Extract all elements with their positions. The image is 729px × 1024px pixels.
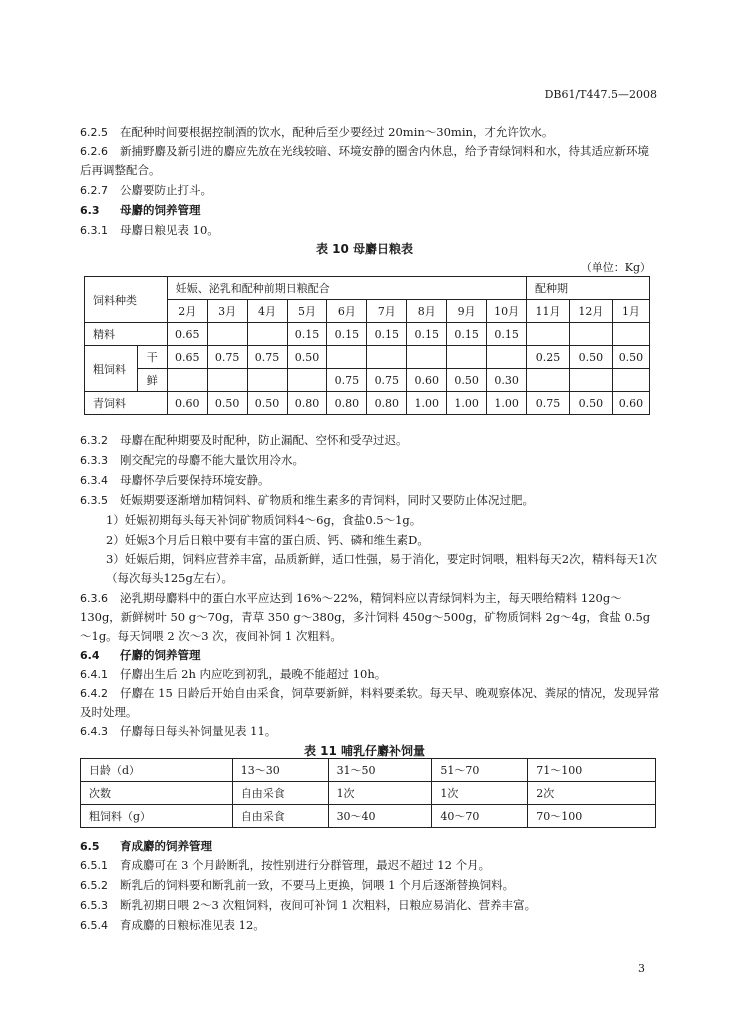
row-label-roughage: 粗饲料 bbox=[85, 346, 138, 392]
table-cell: 0.75 bbox=[367, 369, 407, 392]
standard-code-header: DB61/T447.5—2008 bbox=[544, 88, 657, 101]
month-header: 1月 bbox=[612, 300, 649, 323]
table-10-ration bbox=[84, 276, 650, 415]
clause-6-3-5-item-2: 2）妊娠3个月后日粮中要有丰富的蛋白质、钙、磷和维生素D。 bbox=[106, 533, 429, 547]
table-cell: 0.15 bbox=[327, 323, 367, 346]
table-cell: 次数 bbox=[81, 782, 233, 805]
month-header: 4月 bbox=[247, 300, 287, 323]
table-cell bbox=[287, 369, 327, 392]
table-cell: 粗饲料（g） bbox=[81, 805, 233, 828]
table-cell: 0.15 bbox=[487, 323, 527, 346]
table-cell: 0.75 bbox=[327, 369, 367, 392]
table-cell: 13～30 bbox=[232, 759, 328, 782]
table-cell bbox=[367, 346, 407, 369]
table-cell: 0.80 bbox=[287, 392, 327, 415]
clause-6-3-5: 6.3.5 妊娠期要逐渐增加精饲料、矿物质和维生素多的青饲料，同时又要防止体况过肥。 bbox=[80, 493, 534, 507]
table-cell bbox=[527, 369, 570, 392]
table-cell: 40～70 bbox=[432, 805, 528, 828]
month-header: 7月 bbox=[367, 300, 407, 323]
clause-6-3-6: 6.3.6 泌乳期母麝料中的蛋白水平应达到 16%～22%，精饲料应以青绿饲料为主，每天喂给精料 120g～130g，新鲜树叶 50 g～70g，青草 350 g～380g，多汁饲料 450g～500g，矿物质饲料 2g～4g，食盐 0.5g～1g。每天饲喂 2 次～3 次，夜间补饲 1 次粗料。 bbox=[80, 591, 651, 643]
table-cell: 30～40 bbox=[328, 805, 432, 828]
table-cell: 日龄（d） bbox=[81, 759, 233, 782]
table-cell: 0.75 bbox=[207, 346, 247, 369]
table-cell: 0.75 bbox=[527, 392, 570, 415]
clause-6-3-5-item-3: 3）妊娠后期，饲料应营养丰富，品质新鲜，适口性强，易于消化，要定时饲喂，粗料每天2次，精料每天1次（每次每头125g左右）。 bbox=[106, 552, 657, 585]
table-cell: 0.75 bbox=[247, 346, 287, 369]
table-cell: 0.15 bbox=[447, 323, 487, 346]
table-11-caption: 表 11 哺乳仔麝补饲量 bbox=[303, 744, 426, 758]
clause-6-2-6: 6.2.6 新捕野麝及新引进的麝应先放在光线较暗、环境安静的圈舍内休息，给予青绿饲料和水，待其适应新环境后再调整配合。 bbox=[80, 144, 649, 177]
clause-6-3-5-item-1: 1）妊娠初期每头每天补饲矿物质饲料4～6g，食盐0.5～1g。 bbox=[106, 513, 422, 527]
table-cell: 2次 bbox=[528, 782, 656, 805]
table-cell: 0.50 bbox=[569, 346, 612, 369]
table-10-header-group1: 妊娠、泌乳和配种前期日粮配合 bbox=[167, 277, 526, 300]
row-label-concentrate: 精料 bbox=[85, 323, 168, 346]
table-cell bbox=[612, 369, 649, 392]
table-cell: 31～50 bbox=[328, 759, 432, 782]
table-cell bbox=[447, 346, 487, 369]
table-cell: 0.60 bbox=[612, 392, 649, 415]
clause-6-4-2: 6.4.2 仔麝在 15 日龄后开始自由采食，饲草要新鲜，料料要柔软。每天早、晚观察体况、粪尿的情况，发现异常及时处理。 bbox=[80, 686, 660, 719]
table-cell: 1次 bbox=[432, 782, 528, 805]
table-cell bbox=[247, 369, 287, 392]
month-header: 9月 bbox=[447, 300, 487, 323]
clause-6-5-4: 6.5.4 育成麝的日粮标准见表 12。 bbox=[80, 918, 265, 932]
table-cell bbox=[569, 323, 612, 346]
table-10-header-feed: 饲料种类 bbox=[85, 277, 168, 323]
section-6-5-heading: 6.5 育成麝的饲养管理 bbox=[80, 839, 212, 853]
month-header: 12月 bbox=[569, 300, 612, 323]
table-cell bbox=[407, 346, 447, 369]
table-cell bbox=[612, 323, 649, 346]
row-label-fresh: 鲜 bbox=[137, 369, 167, 392]
month-header: 6月 bbox=[327, 300, 367, 323]
table-11-supplement bbox=[80, 758, 656, 828]
table-cell: 0.65 bbox=[167, 323, 207, 346]
table-cell: 自由采食 bbox=[232, 782, 328, 805]
clause-6-3-1: 6.3.1 母麝日粮见表 10。 bbox=[80, 223, 219, 237]
clause-6-3-2: 6.3.2 母麝在配种期要及时配种，防止漏配、空怀和受孕过迟。 bbox=[80, 433, 408, 447]
clause-6-5-3: 6.5.3 断乳初期日喂 2～3 次粗饲料，夜间可补饲 1 次粗料，日粮应易消化、营养丰富。 bbox=[80, 898, 537, 912]
clause-6-3-3: 6.3.3 刚交配完的母麝不能大量饮用冷水。 bbox=[80, 453, 304, 467]
clause-6-3-4: 6.3.4 母麝怀孕后要保持环境安静。 bbox=[80, 473, 270, 487]
table-cell: 0.25 bbox=[527, 346, 570, 369]
table-cell bbox=[207, 323, 247, 346]
table-cell: 0.60 bbox=[407, 369, 447, 392]
table-cell: 1次 bbox=[328, 782, 432, 805]
row-label-dry: 干 bbox=[137, 346, 167, 369]
table-cell bbox=[487, 346, 527, 369]
month-header: 5月 bbox=[287, 300, 327, 323]
table-cell: 0.50 bbox=[447, 369, 487, 392]
table-cell bbox=[569, 369, 612, 392]
table-10-unit: （单位：Kg） bbox=[580, 261, 651, 274]
table-cell: 0.80 bbox=[367, 392, 407, 415]
section-6-3-heading: 6.3 母麝的饲养管理 bbox=[80, 203, 201, 217]
table-cell: 0.50 bbox=[207, 392, 247, 415]
table-cell: 71～100 bbox=[528, 759, 656, 782]
table-10-caption: 表 10 母麝日粮表 bbox=[315, 242, 414, 256]
table-10-header-group2: 配种期 bbox=[527, 277, 650, 300]
page-number: 3 bbox=[638, 962, 645, 975]
month-header: 8月 bbox=[407, 300, 447, 323]
table-cell bbox=[327, 346, 367, 369]
table-cell: 0.65 bbox=[167, 346, 207, 369]
table-cell bbox=[247, 323, 287, 346]
clause-6-4-3: 6.4.3 仔麝每日每头补饲量见表 11。 bbox=[80, 724, 277, 738]
table-cell: 0.50 bbox=[569, 392, 612, 415]
table-cell: 0.80 bbox=[327, 392, 367, 415]
month-header: 11月 bbox=[527, 300, 570, 323]
table-cell: 0.50 bbox=[287, 346, 327, 369]
row-label-green-feed: 青饲料 bbox=[85, 392, 168, 415]
clause-6-5-2: 6.5.2 断乳后的饲料要和断乳前一致，不要马上更换，饲喂 1 个月后逐渐替换饲料。 bbox=[80, 878, 515, 892]
table-cell: 0.15 bbox=[367, 323, 407, 346]
table-cell: 自由采食 bbox=[232, 805, 328, 828]
table-cell: 1.00 bbox=[407, 392, 447, 415]
table-cell: 70～100 bbox=[528, 805, 656, 828]
clause-6-2-7: 6.2.7 公麝要防止打斗。 bbox=[80, 183, 212, 197]
table-cell: 0.15 bbox=[287, 323, 327, 346]
table-cell bbox=[207, 369, 247, 392]
clause-6-5-1: 6.5.1 育成麝可在 3 个月龄断乳，按性别进行分群管理，最迟不超过 12 个月。 bbox=[80, 858, 491, 872]
month-header: 3月 bbox=[207, 300, 247, 323]
table-cell: 1.00 bbox=[447, 392, 487, 415]
table-cell: 0.15 bbox=[407, 323, 447, 346]
table-cell: 0.50 bbox=[612, 346, 649, 369]
table-cell: 51～70 bbox=[432, 759, 528, 782]
clause-6-2-5: 6.2.5 在配种时间要根据控制酒的饮水，配种后至少要经过 20min～30min，才允许饮水。 bbox=[80, 125, 554, 139]
clause-6-4-1: 6.4.1 仔麝出生后 2h 内应吃到初乳，最晚不能超过 10h。 bbox=[80, 667, 387, 681]
table-cell: 0.60 bbox=[167, 392, 207, 415]
table-cell: 0.30 bbox=[487, 369, 527, 392]
month-header: 10月 bbox=[487, 300, 527, 323]
table-cell: 0.50 bbox=[247, 392, 287, 415]
table-cell: 1.00 bbox=[487, 392, 527, 415]
section-6-4-heading: 6.4 仔麝的饲养管理 bbox=[80, 648, 201, 662]
month-header: 2月 bbox=[167, 300, 207, 323]
table-cell bbox=[167, 369, 207, 392]
table-cell bbox=[527, 323, 570, 346]
